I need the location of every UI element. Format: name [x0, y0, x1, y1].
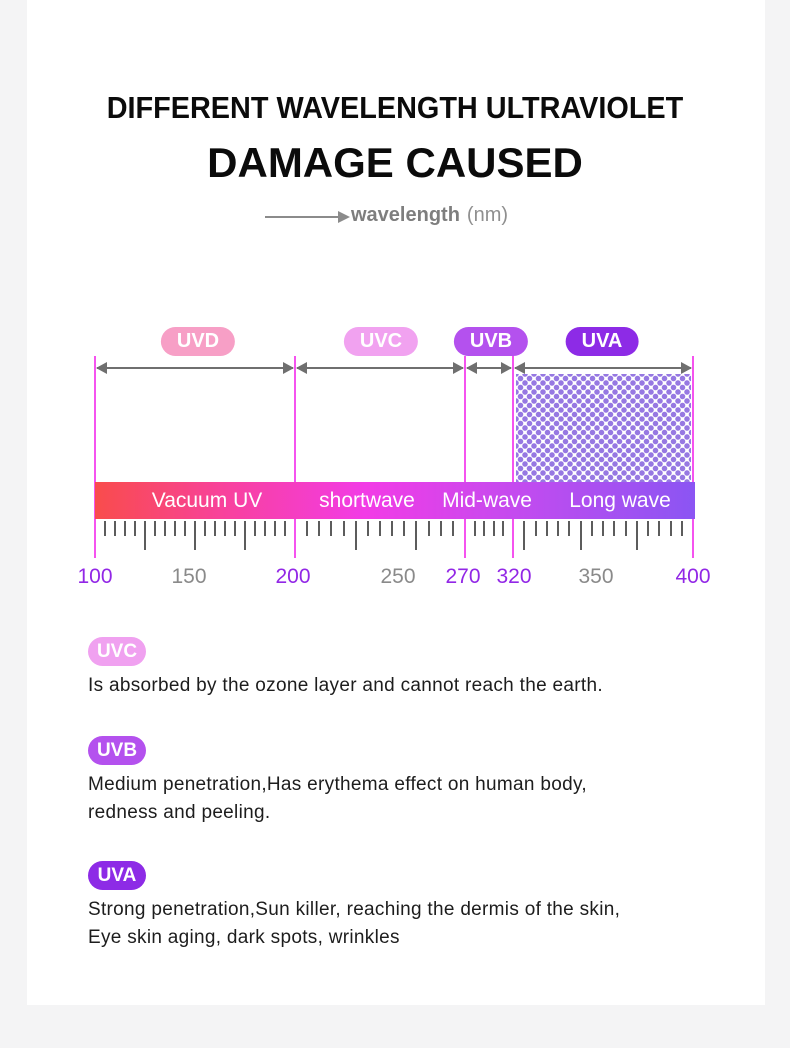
- ruler-tick: [546, 521, 548, 536]
- ruler-tick: [367, 521, 369, 536]
- ruler-tick: [580, 521, 582, 550]
- ruler-tick: [204, 521, 206, 536]
- uvb-description-line-1: Medium penetration,Has erythema effect on human body,: [88, 774, 587, 795]
- ruler-tick: [568, 521, 570, 536]
- ruler-tick: [154, 521, 156, 536]
- double-arrow-uvc-icon: [297, 367, 463, 369]
- ruler-tick: [234, 521, 236, 536]
- uvb-description-line-2: redness and peeling.: [88, 802, 271, 823]
- section-pill-uva: UVA: [88, 861, 146, 890]
- ruler-tick: [244, 521, 246, 550]
- ruler-tick: [318, 521, 320, 536]
- boundary-line-400nm: [692, 356, 694, 558]
- uvc-description-line: Is absorbed by the ozone layer and cannot reach the earth.: [88, 675, 603, 696]
- ruler-tick: [636, 521, 638, 550]
- ruler-tick: [502, 521, 504, 536]
- ruler-tick: [184, 521, 186, 536]
- scale-number-250: 250: [380, 565, 416, 588]
- boundary-line-100nm: [94, 356, 96, 558]
- ruler-tick: [124, 521, 126, 536]
- ruler-tick: [681, 521, 683, 536]
- wavelength-text: wavelength: [351, 204, 460, 226]
- uva-dot-pattern-region: [516, 374, 691, 482]
- ruler-tick: [284, 521, 286, 536]
- ruler-tick: [274, 521, 276, 536]
- ruler-tick: [379, 521, 381, 536]
- page-subtitle: DAMAGE CAUSED: [207, 139, 583, 186]
- bar-label-vacuum-uv: Vacuum UV: [151, 489, 263, 512]
- wavelength-caption: [351, 204, 508, 227]
- ruler-tick: [415, 521, 417, 550]
- scale-number-200: 200: [275, 565, 311, 588]
- double-arrow-uvb-icon: [467, 367, 511, 369]
- ruler-tick: [403, 521, 405, 536]
- ruler-tick: [174, 521, 176, 536]
- uva-description-line-2: Eye skin aging, dark spots, wrinkles: [88, 927, 400, 948]
- wavelength-unit: (nm): [466, 204, 509, 226]
- uva-description-line-1: Strong penetration,Sun killer, reaching the dermis of the skin,: [88, 899, 621, 920]
- scale-number-150: 150: [171, 565, 207, 588]
- section-pill-uvb: UVB: [88, 736, 146, 765]
- scale-number-270: 270: [445, 565, 481, 588]
- ruler-tick: [523, 521, 525, 550]
- ruler-tick: [214, 521, 216, 536]
- ruler-tick: [440, 521, 442, 536]
- ruler-tick: [355, 521, 357, 550]
- section-pill-uvc: UVC: [88, 637, 146, 666]
- ruler-tick: [625, 521, 627, 536]
- scale-number-320: 320: [496, 565, 532, 588]
- band-pill-uvc: UVC: [344, 327, 418, 356]
- ruler-tick: [613, 521, 615, 536]
- ruler-tick: [254, 521, 256, 536]
- ruler-tick: [343, 521, 345, 536]
- band-pill-uvd: UVD: [161, 327, 235, 356]
- bar-label-mid-wave: Mid-wave: [442, 489, 532, 512]
- ruler-tick: [591, 521, 593, 536]
- ruler-tick: [428, 521, 430, 536]
- scale-number-100: 100: [77, 565, 113, 588]
- right-arrow-icon: [265, 216, 339, 218]
- ruler-tick: [104, 521, 106, 536]
- ruler-tick: [264, 521, 266, 536]
- ruler-tick: [391, 521, 393, 536]
- ruler-tick: [658, 521, 660, 536]
- page-title: DIFFERENT WAVELENGTH ULTRAVIOLET: [106, 90, 684, 125]
- ruler-tick: [493, 521, 495, 536]
- ruler-tick: [474, 521, 476, 536]
- ruler-tick: [224, 521, 226, 536]
- ruler-tick: [602, 521, 604, 536]
- ruler-tick: [164, 521, 166, 536]
- band-pill-uvb: UVB: [454, 327, 528, 356]
- ruler-tick: [330, 521, 332, 536]
- ruler-tick: [483, 521, 485, 536]
- boundary-line-320nm: [512, 356, 514, 558]
- double-arrow-uvd-icon: [97, 367, 293, 369]
- ruler-tick: [114, 521, 116, 536]
- ruler-tick: [647, 521, 649, 536]
- ruler-tick: [557, 521, 559, 536]
- ruler-tick: [670, 521, 672, 536]
- ruler-tick: [452, 521, 454, 536]
- boundary-line-200nm: [294, 356, 296, 558]
- ruler-tick: [134, 521, 136, 536]
- bar-label-shortwave: shortwave: [319, 489, 415, 512]
- bar-label-long-wave: Long wave: [569, 489, 671, 512]
- boundary-line-270nm: [464, 356, 466, 558]
- scale-number-400: 400: [675, 565, 711, 588]
- ruler-tick: [194, 521, 196, 550]
- scale-number-350: 350: [578, 565, 614, 588]
- ruler-tick: [535, 521, 537, 536]
- double-arrow-uva-icon: [515, 367, 691, 369]
- ruler-tick: [306, 521, 308, 536]
- band-pill-uva: UVA: [566, 327, 639, 356]
- ruler-tick: [144, 521, 146, 550]
